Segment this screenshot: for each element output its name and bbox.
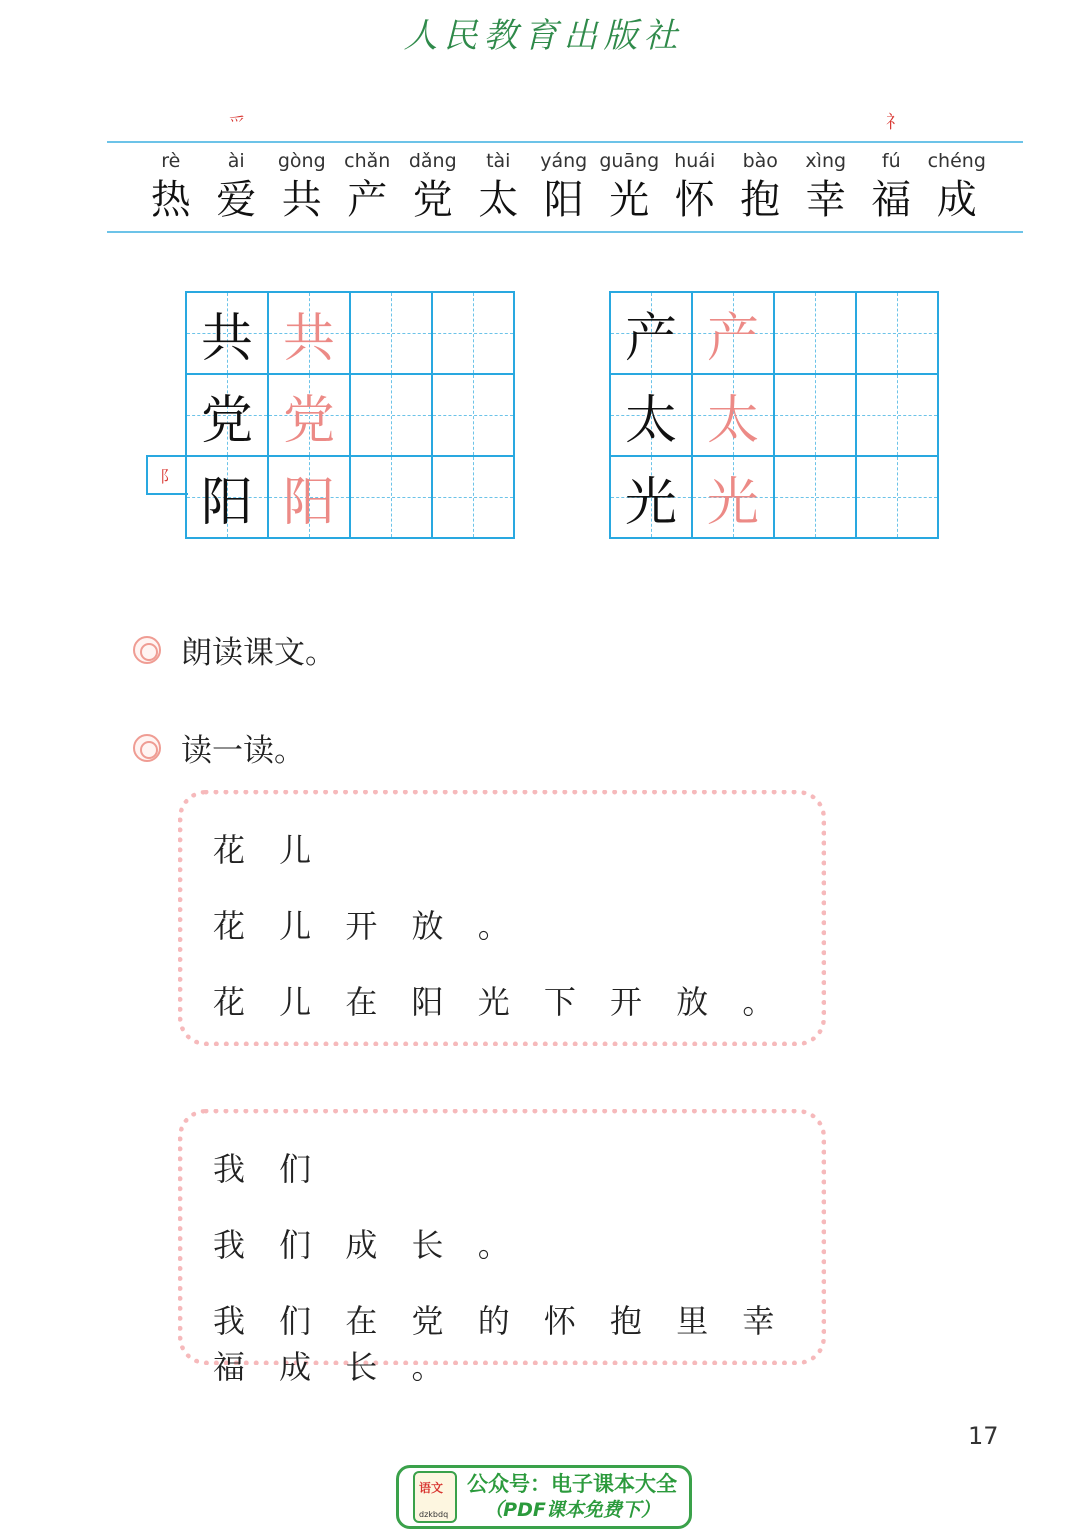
grid-cell-blank[interactable] [351, 457, 433, 539]
pinyin: ài [227, 150, 245, 172]
instruction-label: 读一读。 [181, 733, 305, 769]
hanzi: 福 [871, 177, 912, 223]
pinyin: chéng [927, 150, 986, 172]
pinyin: bào [742, 150, 778, 172]
grid-cell-trace: 共 [269, 293, 351, 375]
grid-cell-trace: 党 [269, 375, 351, 457]
reading-line: 我 们 在 党 的 怀 抱 里 幸 福 成 长 。 [213, 1302, 787, 1386]
hanzi: 幸 [805, 177, 846, 223]
reading-line: 我 们 成 长 。 [213, 1226, 522, 1264]
vocabulary-list [138, 150, 998, 230]
grid-cell-blank[interactable] [433, 457, 515, 539]
pinyin: rè [161, 150, 181, 172]
grid-cell-blank[interactable] [351, 293, 433, 375]
spiral-badge-icon [133, 636, 161, 664]
vocab-item [466, 150, 532, 230]
footer-line-2: （PDF课本免费下） [484, 1499, 660, 1521]
hanzi: 怀 [674, 177, 715, 223]
vocab-item [335, 150, 401, 230]
hanzi: 成 [936, 177, 977, 223]
grid-cell-blank[interactable] [775, 375, 857, 457]
reading-box-flowers [178, 790, 826, 1046]
pinyin: dǎng [408, 150, 457, 172]
vocab-item [793, 150, 859, 230]
reading-box-growing [178, 1109, 826, 1386]
grid-cell-model: 太 [611, 375, 693, 457]
footer-watermark [396, 1465, 692, 1529]
instruction-label: 朗读课文。 [181, 635, 336, 671]
logo-text: 语文 [419, 1481, 444, 1495]
vocab-item [662, 150, 728, 230]
publisher-logo: 人民教育出版社 [403, 16, 684, 56]
vocab-item [531, 150, 597, 230]
vocab-item [204, 150, 270, 230]
grid-cell-trace: 光 [693, 457, 775, 539]
grid-cell-blank[interactable] [775, 457, 857, 539]
vocab-item [728, 150, 794, 230]
instruction-read-aloud [133, 725, 305, 770]
grid-cell-model: 共 [187, 293, 269, 375]
grid-cell-blank[interactable] [433, 293, 515, 375]
hanzi: 热 [150, 177, 191, 223]
radical-ai: 爫 [228, 114, 246, 135]
reading-line: 我 们 [213, 1150, 324, 1188]
page-number: 17 [968, 1422, 999, 1450]
vocab-item [400, 150, 466, 230]
pinyin: xìng [805, 150, 847, 172]
grid-cell-blank[interactable] [351, 375, 433, 457]
radical-yang: 阝 [159, 466, 176, 486]
reading-line: 花 儿 开 放 。 [213, 907, 522, 945]
hanzi: 太 [478, 177, 519, 223]
spiral-badge-icon [133, 734, 161, 762]
pinyin: yáng [540, 150, 588, 172]
grid-cell-trace: 产 [693, 293, 775, 375]
instruction-read-text [133, 627, 336, 672]
vocab-item [597, 150, 663, 230]
vocab-item [138, 150, 204, 230]
grid-cell-model: 党 [187, 375, 269, 457]
pinyin: huái [674, 150, 716, 172]
grid-cell-blank[interactable] [857, 457, 939, 539]
pinyin: guāng [599, 150, 660, 172]
pinyin: chǎn [344, 150, 391, 172]
vocab-item [859, 150, 925, 230]
logo-subtext: dzkbdq [419, 1510, 449, 1519]
grid-cell-blank[interactable] [857, 375, 939, 457]
grid-cell-model: 光 [611, 457, 693, 539]
grid-cell-model: 产 [611, 293, 693, 375]
radical-yang-box [146, 455, 188, 495]
vocab-item [269, 150, 335, 230]
grid-cell-blank[interactable] [857, 293, 939, 375]
grid-cell-blank[interactable] [433, 375, 515, 457]
hanzi: 阳 [543, 177, 584, 223]
hanzi: 共 [281, 177, 322, 223]
writing-grid-left [185, 291, 515, 539]
hanzi: 党 [412, 177, 453, 223]
footer-line-1: 公众号：电子课本大全 [467, 1472, 677, 1496]
book-logo-icon [413, 1471, 457, 1523]
reading-line: 花 儿 [213, 831, 324, 869]
hanzi: 光 [609, 177, 650, 223]
vocab-bottom-line [107, 231, 1023, 233]
pinyin: tài [486, 150, 511, 172]
vocab-item [924, 150, 990, 230]
grid-cell-trace: 阳 [269, 457, 351, 539]
hanzi: 产 [347, 177, 388, 223]
grid-cell-trace: 太 [693, 375, 775, 457]
pinyin: fú [881, 150, 901, 172]
pinyin: gòng [277, 150, 326, 172]
hanzi: 爱 [216, 177, 257, 223]
hanzi: 抱 [740, 177, 781, 223]
grid-cell-blank[interactable] [775, 293, 857, 375]
reading-line: 花 儿 在 阳 光 下 开 放 。 [213, 983, 787, 1021]
vocab-top-line [107, 141, 1023, 143]
grid-cell-model: 阳 [187, 457, 269, 539]
writing-grid-right [609, 291, 939, 539]
radical-fu: 礻 [886, 112, 904, 133]
